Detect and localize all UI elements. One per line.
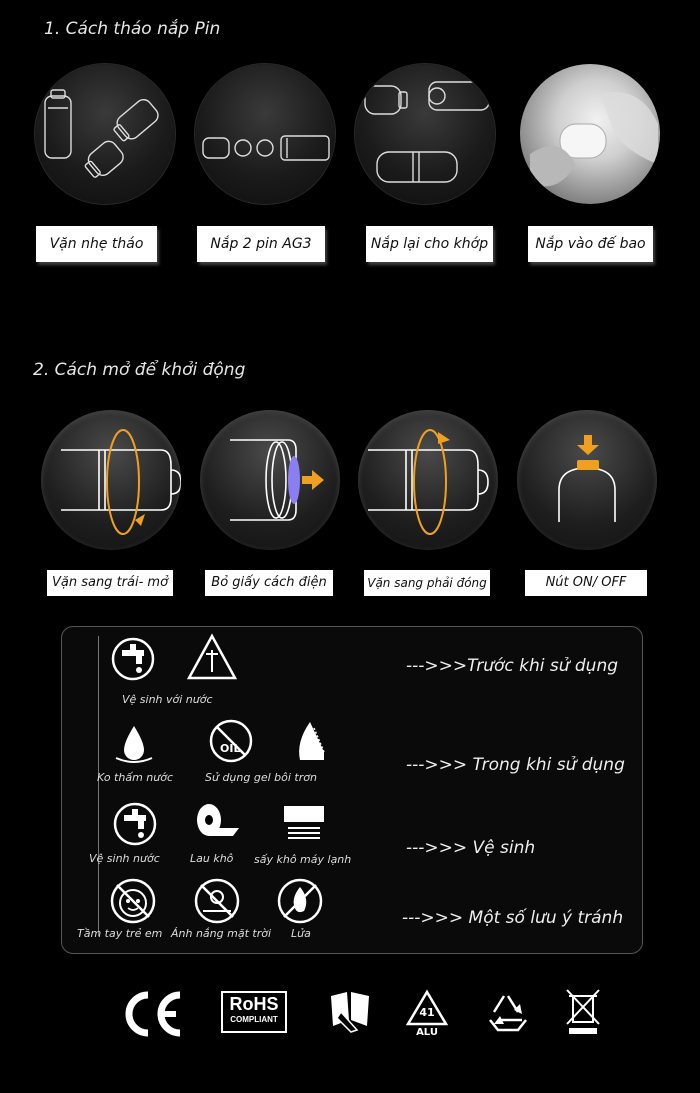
- towel-roll-icon: [193, 800, 245, 848]
- alu-number: 41: [419, 1006, 435, 1019]
- battery-cap-unscrew-illustration: [35, 64, 175, 204]
- no-sunlight-icon: [193, 877, 241, 929]
- before-use-label: --->>>Trước khi sử dụng: [406, 656, 619, 676]
- iron-icon: [290, 718, 332, 768]
- turn-right-close-illustration: [358, 410, 498, 550]
- on-off-image: [517, 410, 657, 550]
- on-off-button-illustration: [517, 410, 657, 550]
- air-conditioner-icon: [280, 802, 328, 846]
- panel-divider: [98, 636, 99, 936]
- hand-wash-warning-icon: [186, 632, 238, 686]
- turn-left-open-illustration: [41, 410, 181, 550]
- rohs-sub-text: COMPLIANT: [230, 1015, 278, 1024]
- step3-image: [355, 64, 495, 204]
- caption-wash: Vệ sinh nước: [89, 852, 160, 865]
- step1-image: [35, 64, 175, 204]
- recycle-icon: [484, 990, 532, 1040]
- rohs-main-text: RoHS: [229, 994, 279, 1014]
- alu-recycle-icon: [404, 988, 450, 1040]
- ce-mark-icon: [118, 991, 184, 1041]
- remove-insulation-paper-illustration: [200, 410, 340, 550]
- no-fire-icon: [276, 877, 324, 929]
- turn-left-label: Vặn sang trái- mở: [47, 570, 173, 596]
- caption-sunlight: Ánh nắng mặt trời: [171, 927, 272, 940]
- section1-title: 1. Cách tháo nắp Pin: [44, 19, 221, 39]
- weee-bin-icon: [565, 988, 601, 1040]
- svg-text:OIL: OIL: [220, 742, 241, 755]
- two-ag3-batteries-illustration: [195, 64, 335, 204]
- turn-right-label: Vặn sang phải đóng: [364, 570, 490, 596]
- alu-text: ALU: [416, 1027, 438, 1036]
- close-cap-illustration: [355, 64, 495, 204]
- lubricant-gel-icon: [208, 718, 254, 768]
- avoid-label: --->>> Một số lưu ý tránh: [402, 908, 624, 928]
- caption-lubricant: Sử dụng gel bôi trơn: [205, 771, 317, 784]
- turn-left-image: [41, 410, 181, 550]
- on-off-label: Nút ON/ OFF: [525, 570, 647, 596]
- step1-label: Vặn nhẹ tháo: [36, 226, 157, 262]
- remove-paper-image: [200, 410, 340, 550]
- step4-image: [520, 64, 660, 204]
- caption-wipe-dry: Lau khô: [190, 852, 234, 865]
- wash-tap-icon: [112, 801, 158, 851]
- insert-into-sleeve-photo: [520, 64, 660, 204]
- caption-ac-dry: sấy khô máy lạnh: [254, 853, 352, 866]
- section2-title: 2. Cách mở để khởi động: [33, 360, 246, 380]
- caption-wash-water: Vệ sinh với nước: [122, 693, 213, 706]
- during-use-label: --->>> Trong khi sử dụng: [406, 755, 625, 775]
- rohs-badge: [221, 991, 287, 1033]
- step4-label: Nắp vào đế bao: [528, 226, 653, 262]
- step2-image: [195, 64, 335, 204]
- water-tap-icon: [110, 636, 156, 686]
- read-manual-icon: [327, 990, 373, 1038]
- remove-paper-label: Bỏ giấy cách điện: [205, 570, 333, 596]
- step3-label: Nắp lại cho khớp: [366, 226, 493, 262]
- water-drop-icon: [114, 722, 154, 770]
- turn-right-image: [358, 410, 498, 550]
- caption-children: Tầm tay trẻ em: [77, 927, 163, 940]
- child-face-icon: [109, 877, 157, 929]
- caption-waterproof: Ko thấm nước: [97, 771, 174, 784]
- cleaning-label: --->>> Vệ sinh: [406, 838, 536, 858]
- caption-fire: Lửa: [291, 927, 311, 940]
- step2-label: Nắp 2 pin AG3: [197, 226, 325, 262]
